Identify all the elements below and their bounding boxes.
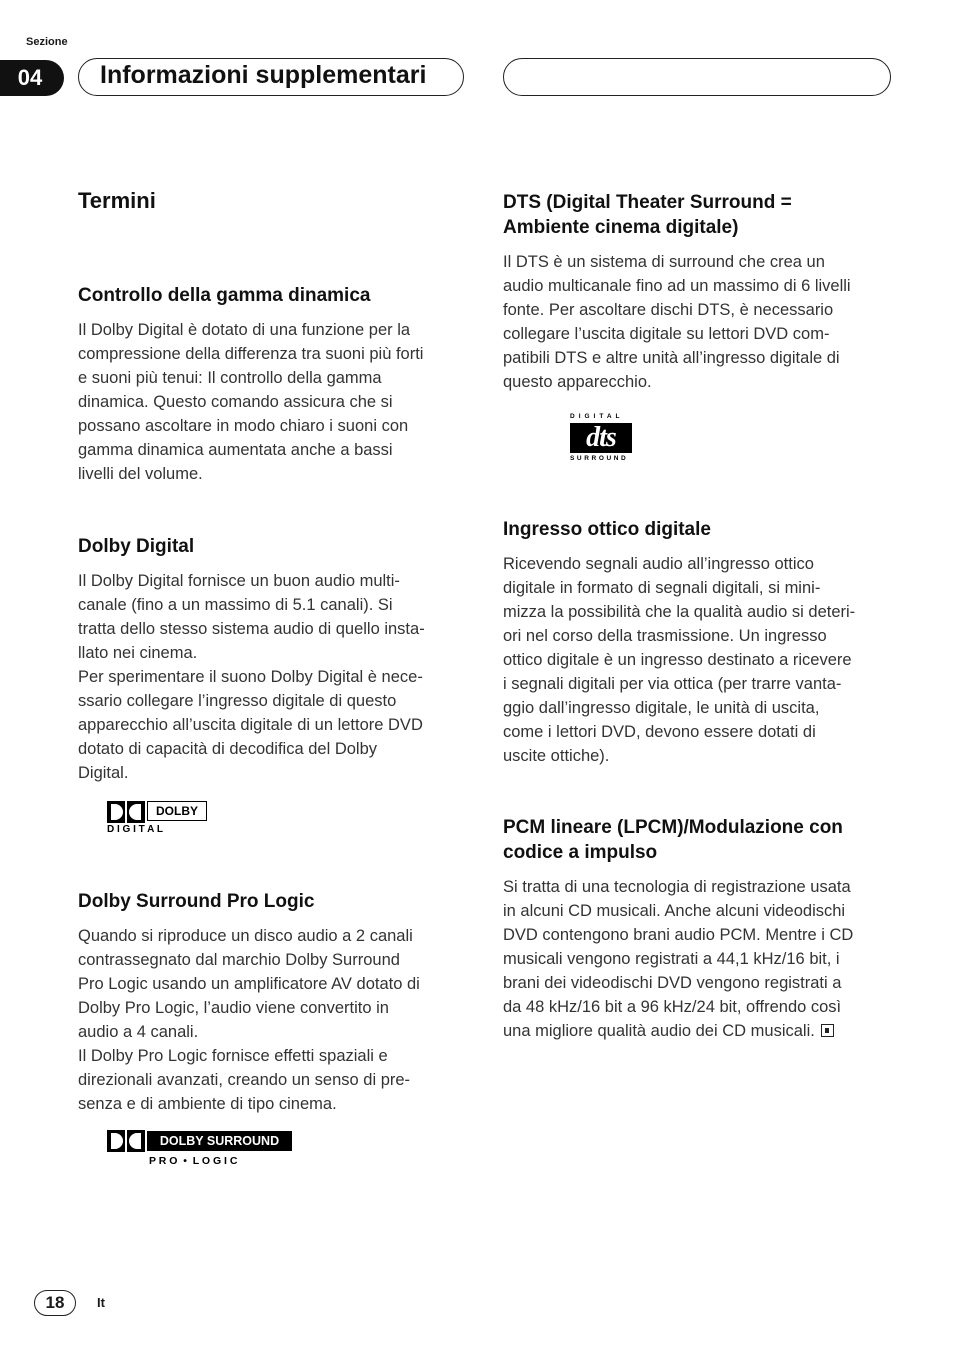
dolby-surround-wordmark: DOLBY SURROUND: [147, 1131, 292, 1151]
page-number: 18: [34, 1290, 76, 1316]
dolby-surround-logo: [107, 1130, 297, 1170]
dts-text: Il DTS è un sistema di surround che crea un audio multicanale fino ad un massimo di 6 livelli fonte. Per ascoltare dischi DTS, è necessario collegare l’uscita digitale su lettori DVD com- patibili DTS e altre unità all’ingresso digitale di questo apparecchio.: [503, 253, 851, 391]
dolby-digital-logo: [107, 800, 211, 840]
section-number-badge: 04: [0, 60, 64, 96]
lpcm-text: Si tratta di una tecnologia di registrazione usata in alcuni CD musicali. Anche alcuni videodischi DVD contengono brani audio PCM. Mentre i CD musicali vengono registrati a 44,1 kHz/16 bit, i brani dei videodischi DVD vengono registrati a da 48 kHz/16 bit a 96 kHz/24 bit, offrendo così una migliore qualità audio dei CD musicali.: [503, 878, 854, 1040]
pro-logic-heading: Dolby Surround Pro Logic: [78, 891, 315, 912]
header-empty-frame: [503, 58, 891, 96]
dts-logo: [568, 413, 636, 463]
digital-wordmark: D I G I T A L: [107, 824, 163, 835]
optical-heading: Ingresso ottico digitale: [503, 519, 711, 540]
dynamic-range-heading: Controllo della gamma dinamica: [78, 285, 371, 306]
dolby-digital-heading: Dolby Digital: [78, 536, 195, 557]
main-heading: Termini: [78, 188, 156, 213]
dolby-wordmark: DOLBY: [147, 801, 207, 821]
dts-wordmark: dts: [570, 423, 632, 453]
dts-digital-text: DIGITAL: [570, 413, 624, 420]
lpcm-heading: PCM lineare (LPCM)/Modulazione con codice a impulso: [503, 817, 843, 863]
end-mark-icon: [821, 1024, 834, 1037]
language-code: It: [97, 1295, 105, 1310]
double-d-icon: [107, 1130, 147, 1154]
section-label: Sezione: [26, 36, 68, 48]
double-d-icon: [107, 801, 147, 825]
pro-logic-text: Quando si riproduce un disco audio a 2 canali contrassegnato dal marchio Dolby Surround Pro Logic usando un amplificatore AV dotato di Dolby Pro Logic, l’audio viene convertito in audio a 4 canali. Il Dolby Pro Logic fornisce effetti spaziali e direzionali avanzati, creando un senso di pre- senza e di ambiente di tipo cinema.: [78, 927, 420, 1113]
pro-logic-wordmark: P R O • L O G I C: [149, 1155, 238, 1167]
section-title: Informazioni supplementari: [100, 61, 427, 89]
optical-text: Ricevendo segnali audio all’ingresso ottico digitale in formato di segnali digitali, si mini- mizza la possibilità che la qualità audio si deteri- ori nel corso della trasmissione. Un ingresso ottico digitale è un ingresso destinato a ricevere i segnali digitali per via ottica (per trarre vanta- ggio dall’ingresso digitale, le unità di uscita, come i lettori DVD, devono essere dotati di uscite ottiche).: [503, 555, 856, 765]
dts-surround-text: SURROUND: [570, 455, 629, 462]
dts-heading: DTS (Digital Theater Surround = Ambiente cinema digitale): [503, 192, 792, 238]
dynamic-range-text: Il Dolby Digital è dotato di una funzione per la compressione della differenza tra suoni più forti e suoni più tenui: Il controllo della gamma dinamica. Questo comando assicura che si possano ascoltare in modo chiaro i suoni con gamma dinamica aumentata anche a bassi livelli del volume.: [78, 321, 424, 483]
lpcm-text-block: [503, 875, 895, 1043]
dolby-digital-text: Il Dolby Digital fornisce un buon audio multi- canale (fino a un massimo di 5.1 canali). Si tratta dello stesso sistema audio di quello insta- llato nei cinema. Per sperimentare il suono Dolby Digital è nece- ssario collegare l’ingresso digitale di questo apparecchio all’uscita digitale di un lettore DVD dotato di capacità di decodifica del Dolby Digital.: [78, 572, 425, 782]
